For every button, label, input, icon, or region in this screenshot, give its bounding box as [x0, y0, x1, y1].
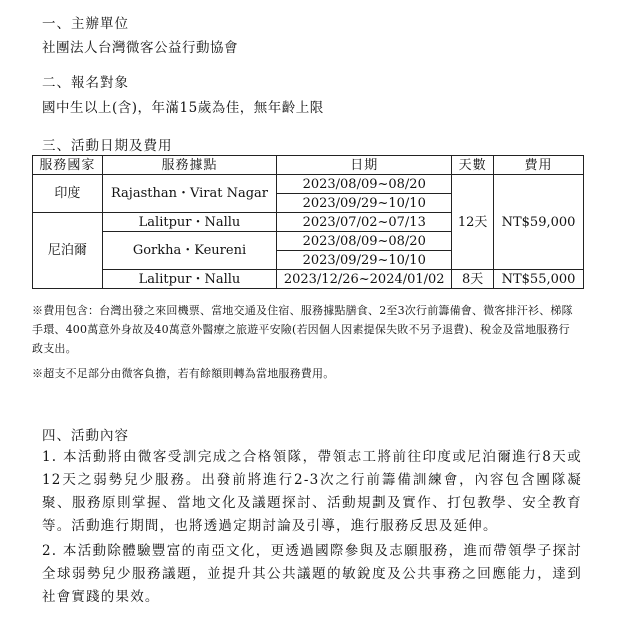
section4-title: 四、活動內容: [42, 428, 129, 444]
organizer-name: 社團法人台灣微客公益行動協會: [42, 40, 238, 56]
days-8: 8天: [452, 270, 494, 289]
date-cell: 2023/08/09~08/20: [277, 175, 452, 194]
date-cell: 2023/09/29~10/10: [277, 251, 452, 270]
header-site: 服務據點: [102, 156, 277, 175]
date-cell: 2023/07/02~07/13: [277, 213, 452, 232]
site-lalitpur-2: Lalitpur・Nallu: [102, 270, 277, 289]
header-date: 日期: [277, 156, 452, 175]
date-cell: 2023/08/09~08/20: [277, 232, 452, 251]
activity-paragraph-2: 2. 本活動除體驗豐富的南亞文化，更透過國際參與及志願服務，進而帶領學子探討全球弱勢兒少服務議題，並提升其公共議題的敏銳度及公共事務之回應能力，達到社會實踐的果效。: [42, 543, 582, 605]
section3-title: 三、活動日期及費用: [42, 138, 173, 154]
country-nepal: 尼泊爾: [33, 213, 103, 289]
site-rajasthan: Rajasthan・Virat Nagar: [102, 175, 277, 213]
header-fee: 費用: [494, 156, 584, 175]
date-cell: 2023/09/29~10/10: [277, 194, 452, 213]
table-row: [33, 175, 584, 194]
date-cell: 2023/12/26~2024/01/02: [277, 270, 452, 289]
table-header-row: [33, 156, 584, 175]
overspend-note: ※超支不足部分由微客負擔，若有餘額則轉為當地服務費用。: [32, 367, 335, 380]
section2-title: 二、報名對象: [42, 75, 129, 91]
header-country: 服務國家: [33, 156, 103, 175]
fee-55000: NT$55,000: [494, 270, 584, 289]
table-row: [33, 270, 584, 289]
country-india: 印度: [33, 175, 103, 213]
section1-title: 一、主辦單位: [42, 16, 129, 32]
fee-59000: NT$59,000: [494, 175, 584, 270]
activity-paragraph-1: 1. 本活動將由微客受訓完成之合格領隊，帶領志工將前往印度或尼泊爾進行8天或12天之弱勢兒少服務。出發前將進行2-3次之行前籌備訓練會，內容包含團隊凝聚、服務原則掌握、當地文化及議題探討、活動規劃及實作、打包教學、安全教育等。活動進行期間，也將透過定期討論及引導，進行服務反思及延伸。: [42, 449, 582, 534]
eligibility-text: 國中生以上(含)，年滿15歲為佳，無年齡上限: [42, 100, 324, 116]
days-12: 12天: [452, 175, 494, 270]
site-gorkha: Gorkha・Keureni: [102, 232, 277, 270]
fee-inclusion-note: ※費用包含：台灣出發之來回機票、當地交通及住宿、服務據點膳食、2至3次行前籌備會、微客排汗衫、梯隊手環、400萬意外身故及40萬意外醫療之旅遊平安險(若因個人因素提保失敗不另予退費)、稅金及當地服務行政支出。: [32, 304, 573, 355]
schedule-table: [32, 155, 584, 289]
header-days: 天數: [452, 156, 494, 175]
site-lalitpur: Lalitpur・Nallu: [102, 213, 277, 232]
